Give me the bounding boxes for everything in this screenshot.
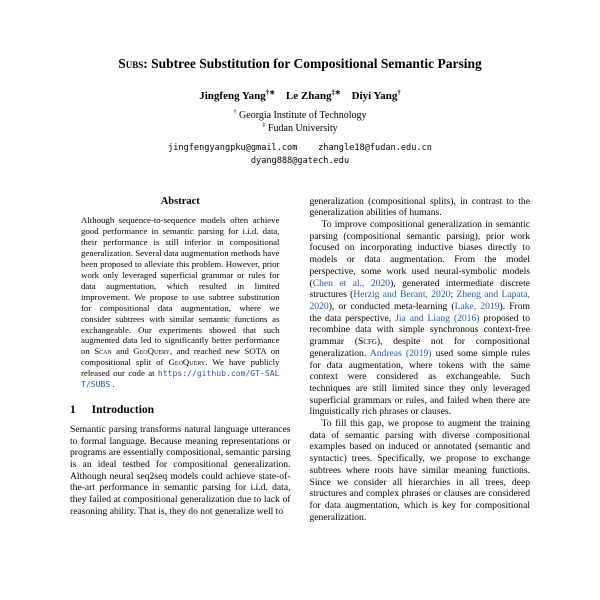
abstract-text: Although sequence-to-sequence models often achieve good performance in semantic parsing for i.i.d. data, their performance is still inferior in compositional generalization. Several data augmentation methods have been proposed to alleviate this problem. However, prior work only leveraged superficial grammar or rules for data augmentation, which resulted in limited improvement. We propose to use subtree substitution for compositional data augmentation, where we consider subtrees with similar semantic functions as exchangeable. Our experiments showed that such augmented data led to significantly better performance on Scan and GeoQuery, and reached new SOTA on compositional split of GeoQuery. We have publicly released our code at https://github.com/GT-SALT/SUBS . bbox=[81, 215, 280, 390]
email-line-2: dyang888@gatech.edu bbox=[250, 155, 350, 166]
right-column bbox=[310, 196, 531, 524]
affiliation-line-1: † Georgia Institute of Technology bbox=[233, 108, 367, 121]
citation-link[interactable]: Jia and Liang (2016) bbox=[395, 312, 480, 324]
citation-link[interactable]: Zheng and Lapata, 2020 bbox=[309, 289, 530, 312]
abstract-heading: Abstract bbox=[160, 195, 200, 207]
authors-line: Jingfeng Yang†∗ Le Zhang‡∗ Diyi Yang† bbox=[199, 89, 401, 102]
right-paragraph-1: generalization (compositional splits), in contrast to the generalization abilities of humans. bbox=[309, 195, 530, 219]
citation-link[interactable]: Andreas (2019) bbox=[369, 347, 432, 359]
intro-paragraph-1: Semantic parsing transforms natural language utterances to formal language. Because meaning representations or programs are essentially compositional, semantic parsing is an ideal testbed for compositional generalization. Although neural seq2seq models could achieve state-of-the-art performance in semantic parsing for i.i.d. data, they failed at compositional generalization due to lack of reasoning ability. That is, they do not generalize well to bbox=[70, 423, 291, 517]
section-title: Introduction bbox=[91, 403, 155, 416]
citation-link[interactable]: Herzig and Berant, 2020 bbox=[353, 289, 451, 301]
code-url-link[interactable]: https://github.com/GT-SALT/SUBS bbox=[81, 368, 280, 390]
left-column bbox=[70, 196, 291, 524]
right-paragraph-3: To fill this gap, we propose to augment the training data of semantic parsing with diverse compositional examples based on induced or annotated (semantic and syntactic) trees. Specifically, we propose to exchange subtrees where roots have similar meaning functions. Since we consider all hierarchies in all trees, deep structures and complex phrases or clauses are considered for data augmentation, which is key for compositional generalization. bbox=[309, 418, 530, 523]
two-column-body bbox=[70, 196, 530, 524]
right-paragraph-2: To improve compositional generalization in semantic parsing (compositional semantic parsing), prior work focused on incorporating inductive biases directly to models or data augmentation. From the model perspective, some work used neural-symbolic models (Chen et al., 2020), generated intermediate discrete structures (Herzig and Berant, 2020; Zheng and Lapata, 2020), or conducted meta-learning (Lake, 2019). From the data perspective, Jia and Liang (2016) proposed to recombine data with simple synchronous context-free grammar (Scfg), despite not for compositional generalization. Andreas (2019) used some simple rules for data augmentation, where tokens with the same context were considered as exchangeable. Such techniques are still limited since they only leveraged superficial grammars or rules, and failed when there are linguistically rich phrases or clauses. bbox=[309, 219, 530, 418]
paper-title: Subs: Subtree Substitution for Compositional Semantic Parsing bbox=[118, 56, 482, 71]
emails-block bbox=[70, 142, 530, 168]
section-number: 1 bbox=[70, 403, 76, 416]
affiliation-line-2: ‡ Fudan University bbox=[262, 122, 338, 135]
email-line-1: jingfengyangpku@gmail.com zhangle18@fudan.edu.cn bbox=[168, 142, 432, 153]
citation-link[interactable]: Chen et al., 2020 bbox=[312, 277, 391, 289]
section-1-heading bbox=[70, 403, 291, 417]
citation-link[interactable]: Lake, 2019 bbox=[454, 300, 500, 312]
